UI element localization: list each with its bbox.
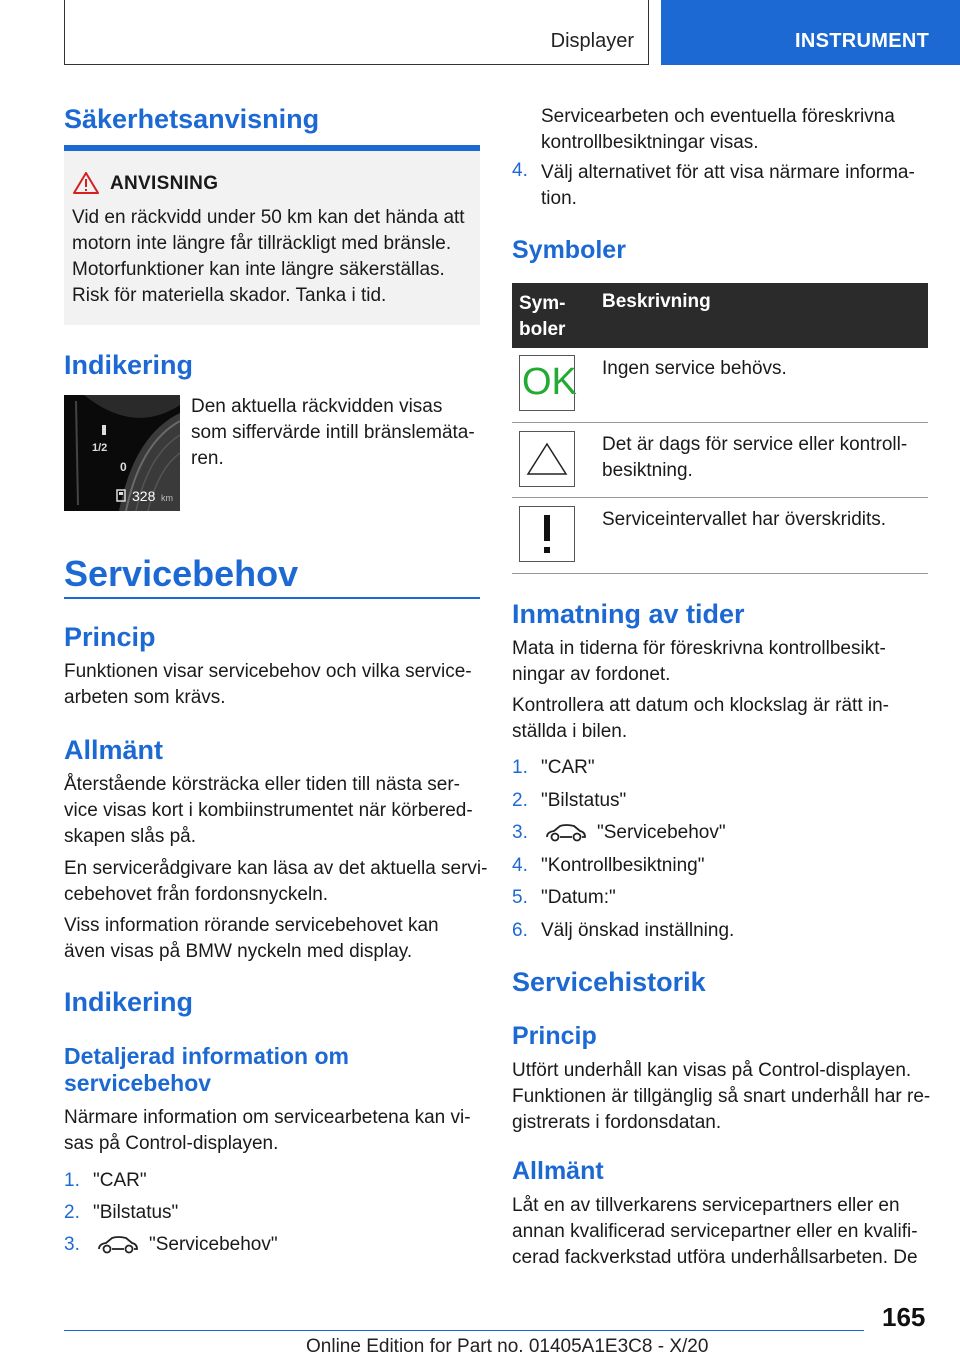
servicehistorik-heading: Servicehistorik [512, 967, 706, 997]
step-number: 4. [512, 160, 528, 181]
step-text: "CAR" [541, 757, 595, 778]
header-chapter-label: INSTRUMENT [795, 30, 930, 52]
allmant2-line: annan kvalificerad servicepartner eller en kvalifi- [512, 1221, 918, 1242]
fuel-gauge-image [64, 395, 180, 511]
warning-line: motorn inte längre får tillräckligt med bränsle. [72, 233, 452, 254]
detaljerad-line: sas på Control-displayen. [64, 1133, 279, 1154]
detaljerad-text [64, 1105, 471, 1157]
detaljerad-heading-line: servicebehov [64, 1070, 212, 1096]
inmatning-heading: Inmatning av tider [512, 599, 745, 629]
step-number: 3. [512, 822, 528, 843]
table-row-divider [512, 573, 928, 574]
warning-triangle-icon [73, 172, 99, 194]
gauge-unit: km [161, 493, 173, 503]
step-line: Välj alternativet för att visa närmare informa- [541, 162, 915, 183]
indikering-line: Den aktuella räckvidden visas [191, 396, 443, 417]
inmatning-p2 [512, 693, 889, 745]
princip-text [64, 659, 472, 711]
step-text: Välj önskad inställning. [541, 920, 735, 941]
step-text: "Bilstatus" [93, 1202, 179, 1223]
indikering2-heading: Indikering [64, 987, 194, 1017]
warning-line: Vid en räckvidd under 50 km kan det hända att [72, 207, 465, 228]
header-section-label: Displayer [550, 30, 634, 52]
allmant-line: En servicerådgivare kan läsa av det aktuella servi- [64, 858, 488, 879]
princip-line: arbeten som krävs. [64, 687, 226, 708]
step-text: "Bilstatus" [541, 790, 627, 811]
allmant-p1 [64, 772, 473, 850]
warning-line: Motorfunktioner kan inte längre säkerställas. [72, 259, 445, 280]
step-text: "Servicebehov" [597, 822, 726, 843]
header-section-tab [64, 0, 649, 65]
allmant2-line: Låt en av tillverkarens servicepartners eller en [512, 1195, 900, 1216]
symboler-heading: Symboler [512, 236, 626, 264]
inmatning-p1 [512, 636, 886, 688]
allmant-line: skapen slås på. [64, 826, 197, 847]
inmatning-line: Kontrollera att datum och klockslag är rätt in- [512, 695, 890, 716]
continued-line: Servicearbeten och eventuella föreskrivna [541, 106, 895, 127]
exclamation-icon [519, 506, 575, 562]
table-row-divider [512, 422, 928, 423]
header-col-symbols [519, 291, 565, 343]
step-number: 5. [512, 887, 528, 908]
indikering-line: ren. [191, 448, 224, 469]
ok-icon [519, 355, 575, 411]
allmant2-heading: Allmänt [512, 1157, 604, 1185]
footer-rule [64, 1330, 864, 1331]
princip2-line: Utfört underhåll kan visas på Control-displayen. [512, 1060, 912, 1081]
inmatning-line: Mata in tiderna för föreskrivna kontrollbesikt- [512, 638, 886, 659]
inmatning-line: ningar av fordonet. [512, 664, 671, 685]
table-row-text [602, 432, 907, 484]
step-number: 4. [512, 855, 528, 876]
step-line: tion. [541, 188, 577, 209]
inmatning-line: ställda i bilen. [512, 721, 628, 742]
indikering-heading: Indikering [64, 350, 194, 380]
continued-line: kontrollbesiktningar visas. [541, 132, 759, 153]
allmant2-line: cerad fackverkstad utföra underhållsarbeten. De [512, 1247, 918, 1268]
table-row-text: Serviceintervallet har överskridits. [602, 509, 887, 530]
gauge-range-value: 328 [132, 488, 156, 504]
table-row-text: Ingen service behövs. [602, 358, 787, 379]
page-number: 165 [882, 1302, 926, 1332]
step-number: 2. [512, 790, 528, 811]
header-col-line: Sym- [519, 293, 566, 314]
header-chapter-tab [661, 0, 960, 65]
step-number: 1. [64, 1170, 80, 1191]
warning-line: Risk för materiella skador. Tanka i tid. [72, 285, 387, 306]
princip2-line: gistrerats i fordonsdatan. [512, 1112, 722, 1133]
allmant-p2 [64, 856, 487, 908]
allmant2-text [512, 1193, 918, 1271]
step-text: "Datum:" [541, 887, 616, 908]
table-row-line: besiktning. [602, 460, 693, 481]
detaljerad-heading [64, 1043, 349, 1097]
gauge-zero-label: 0 [120, 460, 127, 474]
detaljerad-heading-line: Detaljerad information om [64, 1043, 349, 1069]
allmant-line: även visas på BMW nyckeln med display. [64, 941, 413, 962]
allmant-heading: Allmänt [64, 735, 164, 765]
warning-triangle-icon [519, 431, 575, 487]
princip2-line: Funktionen är tillgänglig så snart underhåll har re- [512, 1086, 931, 1107]
indikering-line: som siffervärde intill bränslemäta- [191, 422, 475, 443]
gauge-half-label: 1/2 [92, 442, 108, 454]
allmant-line: cebehovet från fordonsnyckeln. [64, 884, 329, 905]
step-text: "Kontrollbesiktning" [541, 855, 705, 876]
header-col-description: Beskrivning [602, 291, 711, 312]
safety-heading: Säkerhetsanvisning [64, 104, 320, 134]
princip-heading: Princip [64, 622, 156, 652]
ok-label: OK [522, 361, 577, 403]
step-number: 1. [512, 757, 528, 778]
indikering-text [191, 394, 475, 472]
footer-edition-text: Online Edition for Part no. 01405A1E3C8 - X/20 [306, 1336, 709, 1357]
princip2-heading: Princip [512, 1022, 597, 1050]
servicebehov-heading: Servicebehov [64, 553, 299, 594]
car-icon [544, 822, 588, 844]
step-text: "Servicebehov" [149, 1234, 278, 1255]
section-rule [64, 597, 480, 599]
table-row-line: Det är dags för service eller kontroll- [602, 434, 908, 455]
step-number: 6. [512, 920, 528, 941]
allmant-line: Återstående körsträcka eller tiden till nästa ser- [64, 774, 461, 795]
princip2-text [512, 1058, 930, 1136]
symbol-table-header [512, 283, 928, 348]
warning-text [72, 205, 465, 309]
step-text: "CAR" [93, 1170, 147, 1191]
step-number: 2. [64, 1202, 80, 1223]
table-row-divider [512, 497, 928, 498]
car-icon [96, 1234, 140, 1256]
warning-label: ANVISNING [110, 173, 219, 194]
header-col-line: boler [519, 319, 566, 340]
continued-text [541, 104, 895, 156]
allmant-line: Viss information rörande servicebehovet kan [64, 915, 439, 936]
allmant-line: vice visas kort i kombiinstrumentet när körbered- [64, 800, 473, 821]
detaljerad-line: Närmare information om servicearbetena kan vi- [64, 1107, 471, 1128]
princip-line: Funktionen visar servicebehov och vilka service- [64, 661, 472, 682]
step-number: 3. [64, 1234, 80, 1255]
step-text [541, 160, 915, 212]
allmant-p3 [64, 913, 439, 965]
